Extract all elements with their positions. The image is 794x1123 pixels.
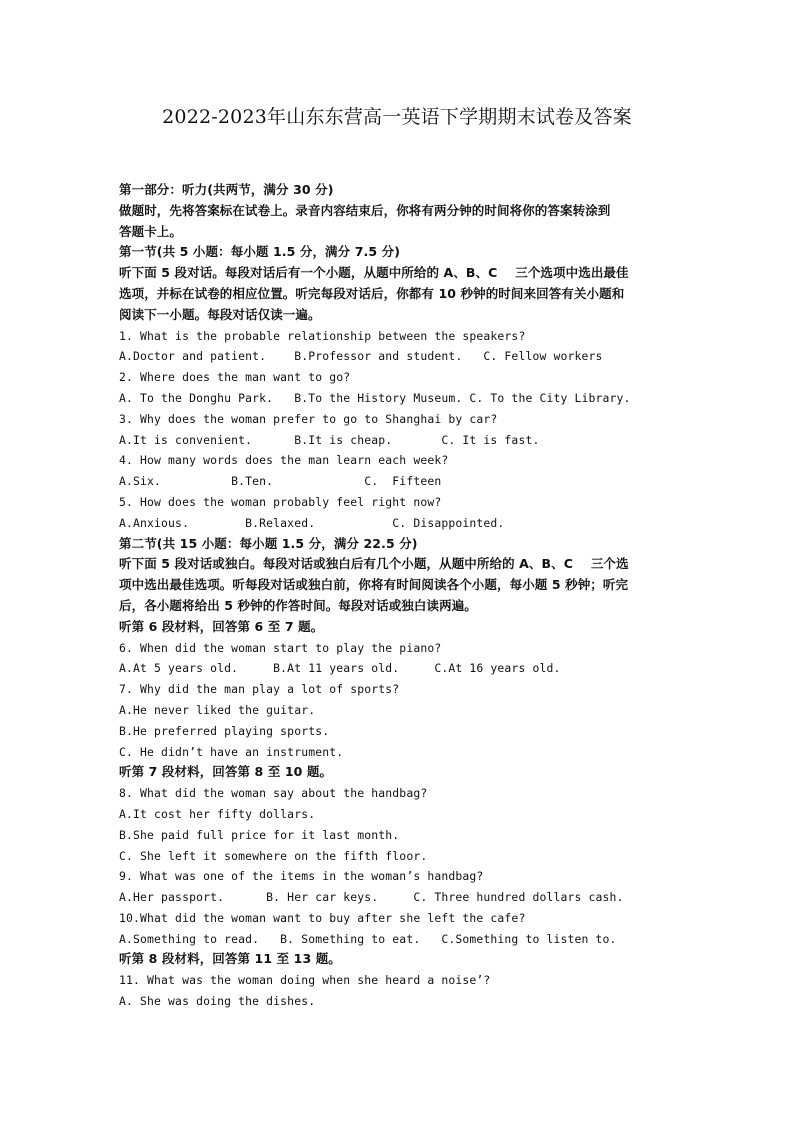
question-text-line: B.She paid full price for it last month. bbox=[119, 827, 400, 842]
question-text-line: 3. Why does the woman prefer to go to Shanghai by car? bbox=[119, 411, 498, 426]
question-text-line: A.It is convenient. B.It is cheap. C. It is fast. bbox=[119, 432, 540, 447]
question-text-line: 6. When did the woman start to play the piano? bbox=[119, 640, 442, 655]
section-heading-line: 听第 6 段材料，回答第 6 至 7 题。 bbox=[119, 618, 324, 634]
section-heading-line: 答题卡上。 bbox=[119, 223, 183, 239]
question-text-line: C. She left it somewhere on the fifth floor. bbox=[119, 848, 428, 863]
section-heading-line: 第一部分：听力(共两节，满分 30 分) bbox=[119, 182, 334, 197]
section-heading-line: 第二节(共 15 小题：每小题 1.5 分，满分 22.5 分) bbox=[119, 535, 418, 551]
question-text-line: 8. What did the woman say about the handbag? bbox=[119, 786, 428, 801]
question-text-line: A.Something to read. B. Something to eat. C.Something to listen to. bbox=[119, 931, 617, 946]
question-text-line: A.Anxious. B.Relaxed. C. Disappointed. bbox=[119, 515, 505, 530]
question-text-line: 4. How many words does the man learn each week? bbox=[119, 453, 449, 468]
question-text-line: A.Six. B.Ten. C. Fifteen bbox=[119, 474, 442, 489]
section-heading-line: 选项，并标在试卷的相应位置。听完每段对话后，你都有 10 秒钟的时间来回答有关小题和 bbox=[119, 285, 625, 301]
section-heading-line: 项中选出最佳选项。听每段对话或独白前，你将有时间阅读各个小题，每小题 5 秒钟；听完 bbox=[119, 577, 629, 593]
question-text-line: 9. What was one of the items in the woman’s handbag? bbox=[119, 869, 484, 884]
section-heading-line: 第一节(共 5 小题：每小题 1.5 分，满分 7.5 分) bbox=[119, 244, 401, 260]
section-heading-line: 听下面 5 段对话或独白。每段对话或独白后有几个小题，从题中所给的 A、B、C 三个选 bbox=[119, 556, 629, 572]
question-text-line: 11. What was the woman doing when she heard a noise’? bbox=[119, 973, 491, 988]
question-text-line: 7. Why did the man play a lot of sports? bbox=[119, 682, 400, 697]
question-text-line: A.He never liked the guitar. bbox=[119, 702, 316, 717]
question-text-line: A.It cost her fifty dollars. bbox=[119, 806, 316, 821]
document-title: 2022-2023年山东东营高一英语下学期期末试卷及答案 bbox=[162, 106, 632, 128]
section-heading-line: 阅读下一小题。每段对话仅读一遍。 bbox=[119, 306, 321, 322]
question-text-line: 2. Where does the man want to go? bbox=[119, 370, 351, 385]
question-text-line: A.Her passport. B. Her car keys. C. Three hundred dollars cash. bbox=[119, 890, 624, 905]
question-text-line: B.He preferred playing sports. bbox=[119, 723, 330, 738]
question-text-line: A.At 5 years old. B.At 11 years old. C.At 16 years old. bbox=[119, 661, 561, 676]
section-heading-line: 听第 8 段材料，回答第 11 至 13 题。 bbox=[119, 951, 341, 967]
question-text-line: A. To the Donghu Park. B.To the History Museum. C. To the City Library. bbox=[119, 390, 631, 405]
question-text-line: C. He didn’t have an instrument. bbox=[119, 744, 344, 759]
section-heading-line: 听第 7 段材料，回答第 8 至 10 题。 bbox=[119, 764, 333, 780]
section-heading-line: 听下面 5 段对话。每段对话后有一个小题，从题中所给的 A、B、C 三个选项中选出最佳 bbox=[119, 265, 629, 281]
question-text-line: A. She was doing the dishes. bbox=[119, 994, 316, 1009]
question-text-line: A.Doctor and patient. B.Professor and student. C. Fellow workers bbox=[119, 349, 603, 364]
question-text-line: 10.What did the woman want to buy after she left the cafe? bbox=[119, 910, 526, 925]
document-body bbox=[119, 180, 679, 1012]
question-text-line: 5. How does the woman probably feel right now? bbox=[119, 494, 442, 509]
question-text-line: 1. What is the probable relationship between the speakers? bbox=[119, 328, 526, 343]
section-heading-line: 做题时，先将答案标在试卷上。录音内容结束后，你将有两分钟的时间将你的答案转涂到 bbox=[119, 202, 611, 218]
section-heading-line: 后，各小题将给出 5 秒钟的作答时间。每段对话或独白读两遍。 bbox=[119, 597, 477, 613]
